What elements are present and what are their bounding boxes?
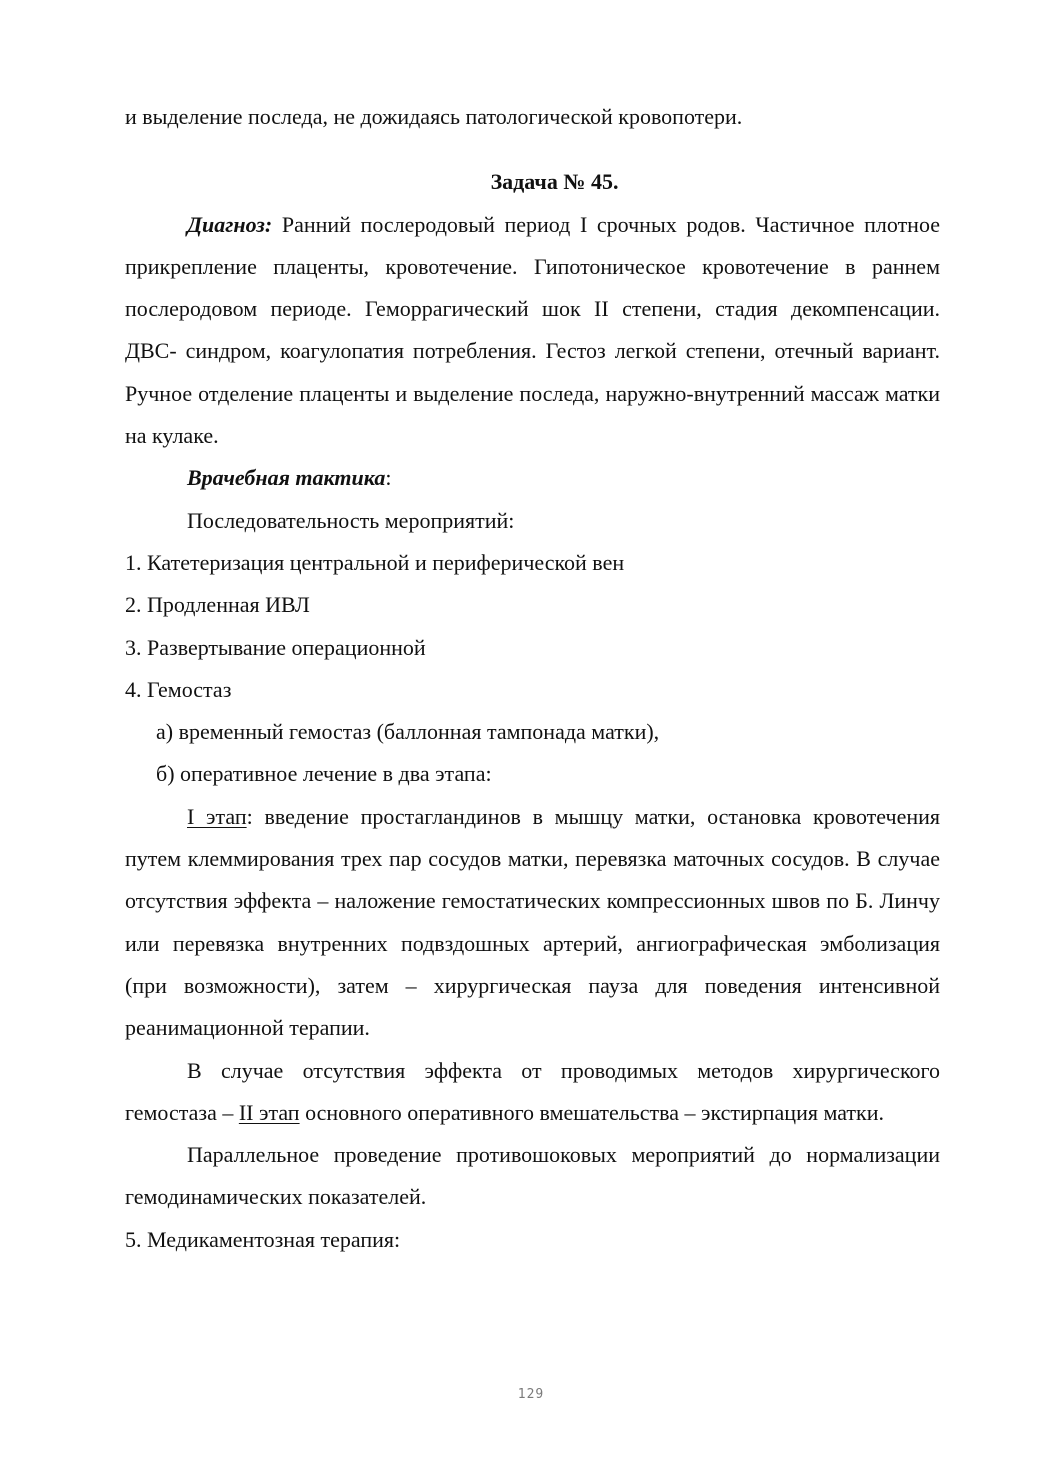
stage1-label: I этап xyxy=(187,803,247,829)
parallel-paragraph: Параллельное проведение противошоковых мероприятий до нормализации гемодинамических показателей. xyxy=(125,1142,940,1210)
list-item: 3. Развертывание операционной xyxy=(125,634,426,660)
list-item: 5. Медикаментозная терапия: xyxy=(125,1226,401,1252)
list-item: 1. Катетеризация центральной и периферической вен xyxy=(125,549,625,575)
list-item: 2. Продленная ИВЛ xyxy=(125,592,310,618)
stage2-label: II этап xyxy=(238,1099,300,1125)
stage1-text: : введение простагландинов в мышцу матки, остановка кровотечения путем клеммирования трех пар сосудов матки, перевязка маточных сосудов. В случае отсутствия эффекта – наложение гемостатических компрессионных швов по Б. Линчу или перевязка внутренних подвздошных артерий, ангиографическая эмболизация (при возможности), затем – хирургическая пауза для поведения интенсивной реанимационной терапии. xyxy=(125,803,940,1041)
sub-list-item: а) временный гемостаз (баллонная тампонада матки), xyxy=(156,719,660,745)
tactics-heading xyxy=(125,457,940,499)
page-number: 129 xyxy=(517,1387,545,1402)
sub-list-item: б) оперативное лечение в два этапа: xyxy=(156,761,492,787)
diagnosis-label: Диагноз: xyxy=(187,211,273,237)
sequence-heading: Последовательность мероприятий: xyxy=(187,507,515,533)
diagnosis-paragraph xyxy=(125,204,940,458)
list-item: 4. Гемостаз xyxy=(125,676,232,702)
tactics-colon: : xyxy=(385,465,392,491)
task-title: Задача № 45. xyxy=(490,169,619,195)
stage2-before: В случае отсутствия эффекта от проводимых методов хирургического гемостаза – xyxy=(125,1057,940,1125)
stage2-after: основного оперативного вмешательства – экстирпация матки. xyxy=(299,1099,885,1125)
stage1-paragraph xyxy=(125,796,940,1050)
diagnosis-text: Ранний послеродовый период I срочных родов. Частичное плотное прикрепление плаценты, кровотечение. Гипотоническое кровотечение в раннем послеродовом периоде. Геморрагический шок II степени, стадия декомпенсации. ДВС- синдром, коагулопатия потребления. Гестоз легкой степени, отечный вариант. Ручное отделение плаценты и выделение последа, наружно-внутренний массаж матки на кулаке. xyxy=(125,211,940,449)
tactics-label: Врачебная тактика xyxy=(187,465,386,491)
continuation-line: и выделение последа, не дожидаясь патологической кровопотери. xyxy=(125,104,743,129)
page-content xyxy=(125,96,940,1261)
stage2-paragraph xyxy=(125,1050,940,1135)
